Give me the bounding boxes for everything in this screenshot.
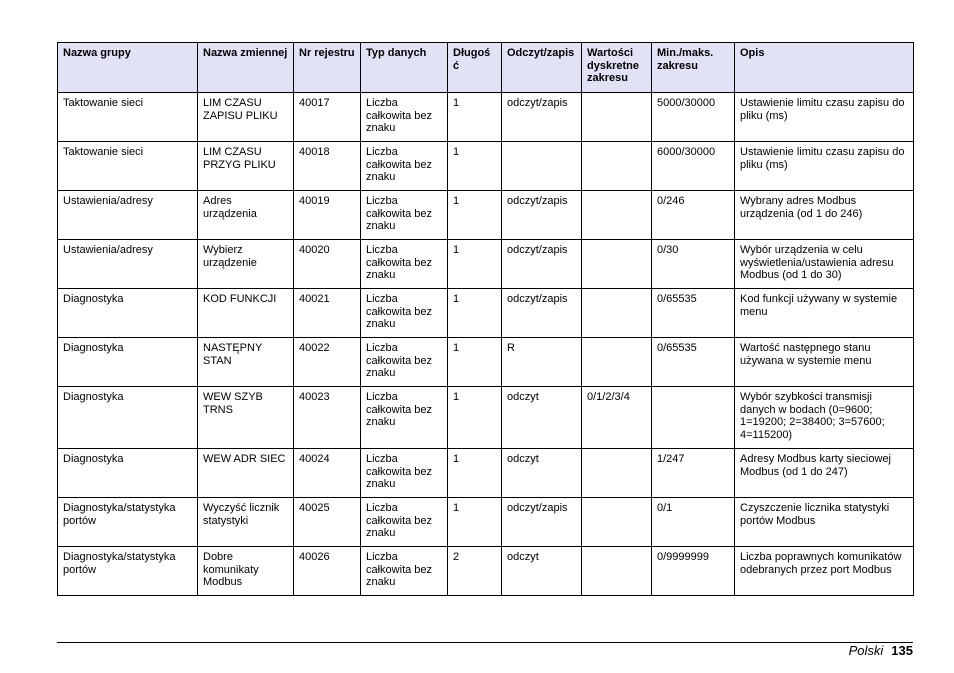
header-length: Długość [448, 43, 502, 93]
table-row [58, 338, 914, 387]
cell-length: 1 [448, 338, 502, 387]
cell-variable-name: Wyczyść licznik statystyki [198, 498, 294, 547]
table-row [58, 142, 914, 191]
table-row [58, 498, 914, 547]
cell-min-max-range: 6000/30000 [652, 142, 735, 191]
cell-length: 1 [448, 289, 502, 338]
cell-description: Wybór urządzenia w celu wyświetlenia/ustawienia adresu Modbus (od 1 do 30) [735, 240, 914, 289]
cell-register-number: 40019 [294, 191, 361, 240]
cell-min-max-range: 0/1 [652, 498, 735, 547]
cell-min-max-range: 0/65535 [652, 338, 735, 387]
cell-description: Wartość następnego stanu używana w systemie menu [735, 338, 914, 387]
header-min-max-range: Min./maks. zakresu [652, 43, 735, 93]
cell-min-max-range: 5000/30000 [652, 93, 735, 142]
cell-min-max-range: 0/246 [652, 191, 735, 240]
cell-data-type: Liczba całkowita bez znaku [361, 387, 448, 449]
table-row [58, 93, 914, 142]
cell-read-write: odczyt/zapis [502, 289, 582, 338]
cell-min-max-range: 1/247 [652, 449, 735, 498]
cell-register-number: 40025 [294, 498, 361, 547]
cell-register-number: 40021 [294, 289, 361, 338]
cell-group-name: Diagnostyka [58, 338, 198, 387]
cell-variable-name: Dobre komunikaty Modbus [198, 547, 294, 596]
cell-length: 1 [448, 498, 502, 547]
cell-discrete-range [582, 289, 652, 338]
cell-group-name: Diagnostyka/statystyka portów [58, 498, 198, 547]
cell-data-type: Liczba całkowita bez znaku [361, 93, 448, 142]
footer-language: Polski [848, 643, 884, 658]
cell-register-number: 40018 [294, 142, 361, 191]
cell-discrete-range [582, 240, 652, 289]
cell-discrete-range [582, 338, 652, 387]
cell-length: 1 [448, 191, 502, 240]
cell-read-write: odczyt/zapis [502, 498, 582, 547]
table-row [58, 191, 914, 240]
cell-description: Ustawienie limitu czasu zapisu do pliku (ms) [735, 93, 914, 142]
cell-description: Wybrany adres Modbus urządzenia (od 1 do 246) [735, 191, 914, 240]
cell-group-name: Taktowanie sieci [58, 93, 198, 142]
cell-group-name: Ustawienia/adresy [58, 191, 198, 240]
cell-group-name: Diagnostyka [58, 387, 198, 449]
header-read-write: Odczyt/zapis [502, 43, 582, 93]
cell-variable-name: LIM CZASU PRZYG PLIKU [198, 142, 294, 191]
cell-data-type: Liczba całkowita bez znaku [361, 338, 448, 387]
cell-variable-name: WEW ADR SIEC [198, 449, 294, 498]
cell-variable-name: WEW SZYB TRNS [198, 387, 294, 449]
cell-discrete-range [582, 498, 652, 547]
cell-description: Ustawienie limitu czasu zapisu do pliku (ms) [735, 142, 914, 191]
cell-min-max-range: 0/30 [652, 240, 735, 289]
header-group-name: Nazwa grupy [58, 43, 198, 93]
cell-variable-name: Adres urządzenia [198, 191, 294, 240]
table-header [58, 43, 914, 93]
cell-data-type: Liczba całkowita bez znaku [361, 289, 448, 338]
cell-read-write: odczyt [502, 449, 582, 498]
cell-register-number: 40023 [294, 387, 361, 449]
cell-group-name: Taktowanie sieci [58, 142, 198, 191]
cell-data-type: Liczba całkowita bez znaku [361, 142, 448, 191]
cell-variable-name: LIM CZASU ZAPISU PLIKU [198, 93, 294, 142]
header-description: Opis [735, 43, 914, 93]
cell-data-type: Liczba całkowita bez znaku [361, 449, 448, 498]
table-row [58, 240, 914, 289]
cell-variable-name: Wybierz urządzenie [198, 240, 294, 289]
header-data-type: Typ danych [361, 43, 448, 93]
cell-length: 2 [448, 547, 502, 596]
cell-register-number: 40020 [294, 240, 361, 289]
cell-length: 1 [448, 142, 502, 191]
cell-read-write: odczyt/zapis [502, 191, 582, 240]
table-row [58, 289, 914, 338]
register-table [57, 42, 914, 596]
cell-variable-name: NASTĘPNY STAN [198, 338, 294, 387]
cell-data-type: Liczba całkowita bez znaku [361, 191, 448, 240]
cell-register-number: 40017 [294, 93, 361, 142]
cell-register-number: 40024 [294, 449, 361, 498]
cell-register-number: 40026 [294, 547, 361, 596]
cell-variable-name: KOD FUNKCJI [198, 289, 294, 338]
page-footer [849, 643, 913, 658]
cell-group-name: Ustawienia/adresy [58, 240, 198, 289]
cell-register-number: 40022 [294, 338, 361, 387]
cell-data-type: Liczba całkowita bez znaku [361, 547, 448, 596]
cell-data-type: Liczba całkowita bez znaku [361, 498, 448, 547]
cell-read-write: odczyt/zapis [502, 93, 582, 142]
cell-read-write: odczyt [502, 547, 582, 596]
cell-length: 1 [448, 240, 502, 289]
cell-length: 1 [448, 93, 502, 142]
cell-read-write: odczyt/zapis [502, 240, 582, 289]
cell-read-write: R [502, 338, 582, 387]
cell-discrete-range: 0/1/2/3/4 [582, 387, 652, 449]
cell-description: Liczba poprawnych komunikatów odebranych przez port Modbus [735, 547, 914, 596]
cell-data-type: Liczba całkowita bez znaku [361, 240, 448, 289]
header-register-number: Nr rejestru [294, 43, 361, 93]
page-number: 135 [891, 643, 913, 658]
header-variable-name: Nazwa zmiennej [198, 43, 294, 93]
cell-description: Kod funkcji używany w systemie menu [735, 289, 914, 338]
cell-discrete-range [582, 142, 652, 191]
cell-group-name: Diagnostyka [58, 449, 198, 498]
table-row [58, 547, 914, 596]
cell-discrete-range [582, 191, 652, 240]
cell-group-name: Diagnostyka [58, 289, 198, 338]
header-row [58, 43, 914, 93]
cell-discrete-range [582, 93, 652, 142]
cell-description: Adresy Modbus karty sieciowej Modbus (od 1 do 247) [735, 449, 914, 498]
table-row [58, 449, 914, 498]
header-discrete-range: Wartości dyskretne zakresu [582, 43, 652, 93]
cell-discrete-range [582, 547, 652, 596]
cell-read-write [502, 142, 582, 191]
cell-min-max-range: 0/65535 [652, 289, 735, 338]
cell-group-name: Diagnostyka/statystyka portów [58, 547, 198, 596]
cell-description: Czyszczenie licznika statystyki portów Modbus [735, 498, 914, 547]
footer-divider [57, 642, 913, 643]
table-row [58, 387, 914, 449]
table-body [58, 93, 914, 596]
cell-min-max-range [652, 387, 735, 449]
cell-read-write: odczyt [502, 387, 582, 449]
cell-length: 1 [448, 387, 502, 449]
cell-length: 1 [448, 449, 502, 498]
cell-discrete-range [582, 449, 652, 498]
cell-description: Wybór szybkości transmisji danych w bodach (0=9600; 1=19200; 2=38400; 3=57600; 4=115200) [735, 387, 914, 449]
cell-min-max-range: 0/9999999 [652, 547, 735, 596]
